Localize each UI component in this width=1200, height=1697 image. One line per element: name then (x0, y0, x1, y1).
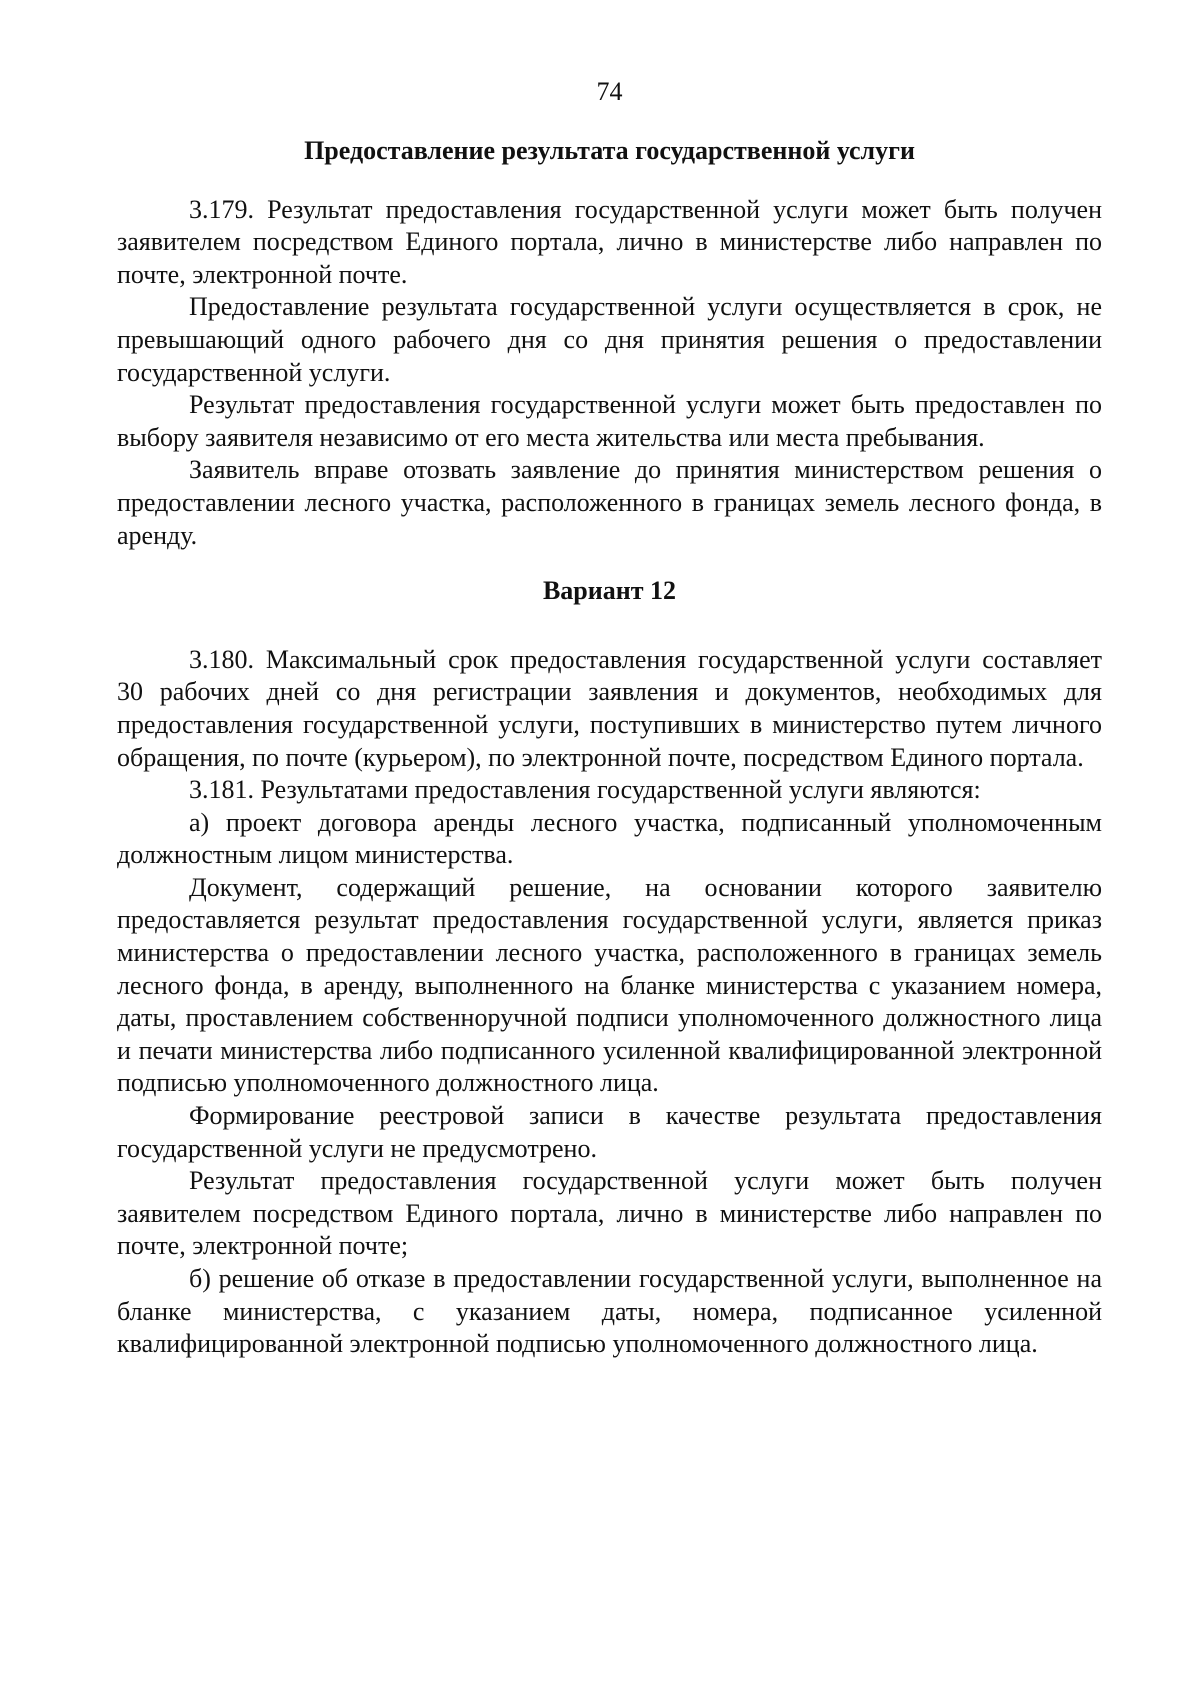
section-heading: Предоставление результата государственной услуги (304, 136, 915, 165)
paragraph-result-choice: Результат предоставления государственной услуги может быть предоставлен по выбору заявителя независимо от его места жительства или места пребывания. (117, 390, 1102, 452)
paragraph-3-179: 3.179. Результат предоставления государственной услуги может быть получен заявителем посредством Единого портала, лично в министерстве либо направлен по почте, электронной почте. (117, 194, 1102, 289)
paragraph-result-deadline: Предоставление результата государственной услуги осуществляется в срок, не превышающий одного рабочего дня со дня принятия решения о предоставлении государственной услуги. (117, 292, 1102, 387)
paragraph-3-180: 3.180. Максимальный срок предоставления государственной услуги составляет 30 рабочих дней со дня регистрации заявления и документов, необходимых для предоставления государственной услуги, поступивших в министерство путем личного обращения, по почте (курьером), по электронной почте, посредством Единого портала. (117, 644, 1102, 772)
paragraph-registry-record: Формирование реестровой записи в качестве результата предоставления государственной услуги не предусмотрено. (117, 1101, 1102, 1163)
paragraph-withdrawal: Заявитель вправе отозвать заявление до принятия министерством решения о предоставлении лесного участка, расположенного в границах земель лесного фонда, в аренду. (117, 455, 1102, 550)
paragraph-result-delivery: Результат предоставления государственной услуги может быть получен заявителем посредством Единого портала, лично в министерстве либо направлен по почте, электронной почте; (117, 1166, 1102, 1261)
variant-heading: Вариант 12 (542, 576, 677, 606)
page-content (117, 70, 1102, 1361)
paragraph-item-a: а) проект договора аренды лесного участка, подписанный уполномоченным должностным лицом министерства. (117, 807, 1102, 870)
paragraph-3-181: 3.181. Результатами предоставления государственной услуги являются: (189, 775, 981, 805)
paragraph-item-b: б) решение об отказе в предоставлении государственной услуги, выполненное на бланке министерства, с указанием даты, номера, подписанное усиленной квалифицированной электронной подписью уполномоченного должностного лица. (117, 1264, 1102, 1359)
page-number: 74 (596, 77, 623, 106)
paragraph-decision-document: Документ, содержащий решение, на основании которого заявителю предоставляется результат предоставления государственной услуги, является приказ министерства о предоставлении лесного участка, расположенного в границах земель лесного фонда, в аренду, выполненного на бланке министерства с указанием номера, даты, проставлением собственноручной подписи уполномоченного должностного лица и печати министерства либо подписанного усиленной квалифицированной электронной подписью уполномоченного должностного лица. (117, 872, 1102, 1098)
